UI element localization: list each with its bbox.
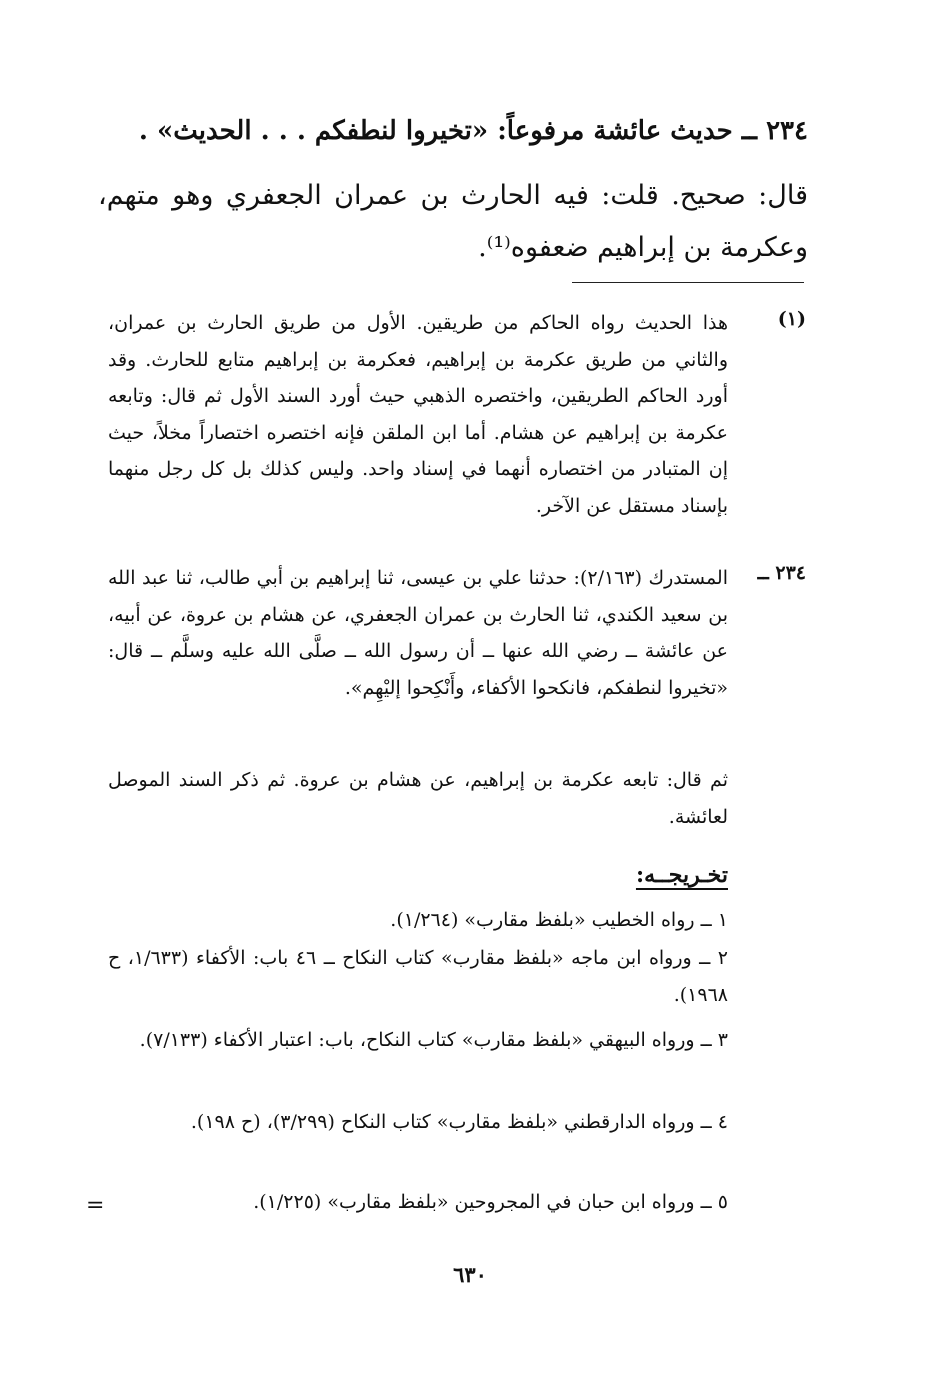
footnote-separator [572, 282, 804, 283]
source-continuation: ثم قال: تابعه عكرمة بن إبراهيم، عن هشام بن عروة. ثم ذكر السند الموصل لعائشة. [108, 769, 728, 828]
takhrij-item: ٣ ــ ورواه البيهقي «بلفظ مقارب» كتاب النكاح، باب: اعتبار الأكفاء (٧/١٣٣). [139, 1029, 728, 1051]
footnote-number: (١) [777, 308, 806, 330]
footnote-text: هذا الحديث رواه الحاكم من طريقين. الأول من طريق الحارث بن عمران، والثاني من طريق عكرمة بن إبراهيم، فعكرمة بن إبراهيم متابع للحارث. وقد أورد الحاكم الطريقين، واختصره الذهبي حيث أورد السند الأول ثم قال: وتابعه عكرمة بن إبراهيم عن هشام. أما ابن الملقن فإنه اختصره اختصاراً مخلاً، حيث إن المتبادر من اختصاره أنهما في إسناد واحد. وليس كذلك بل كل رجل منهما بإسناد مستقل عن الآخر. [108, 312, 728, 517]
hadith-heading: ٢٣٤ ــ حديث عائشة مرفوعاً: «تخيروا لنطفكم . . . الحديث» . [138, 116, 808, 146]
takhrij-item: ١ ــ رواه الخطيب «بلفظ مقارب» (١/٢٦٤). [390, 909, 728, 931]
takhrij-item: ٢ ــ ورواه ابن ماجه «بلفظ مقارب» كتاب النكاح ــ ٤٦ باب: الأكفاء (١/٦٣٣، ح ١٩٦٨). [108, 947, 728, 1006]
continuation-mark: = [86, 1193, 105, 1218]
takhrij-item: ٥ ــ ورواه ابن حبان في المجروحين «بلفظ مقارب» (١/٢٢٥). [253, 1191, 728, 1213]
hakim-dhahabi-ruling: قال: صحيح. قلت: فيه الحارث بن عمران الجعفري وهو متهم، وعكرمة بن إبراهيم ضعفوه⁽¹⁾. [98, 180, 808, 263]
source-number: ٢٣٤ ــ [757, 562, 806, 584]
takhrij-item: ٤ ــ ورواه الدارقطني «بلفظ مقارب» كتاب النكاح (٣/٢٩٩)، (ح ١٩٨). [190, 1111, 728, 1133]
takhrij-title: تخـريجــه: [635, 862, 728, 888]
page-number: ٦٣٠ [453, 1262, 487, 1287]
source-text: المستدرك (٢/١٦٣): حدثنا علي بن عيسى، ثنا إبراهيم بن أبي طالب، ثنا عبد الله بن سعيد الكندي، ثنا الحارث بن عمران الجعفري، عن هشام بن عروة، عن أبيه، عن عائشة ــ رضي الله عنها ــ أن رسول الله ــ صلَّى الله عليه وسلَّم ــ قال: «تخيروا لنطفكم، فانكحوا الأكفاء، وأَنْكِحوا إليْهِم». [108, 567, 729, 699]
